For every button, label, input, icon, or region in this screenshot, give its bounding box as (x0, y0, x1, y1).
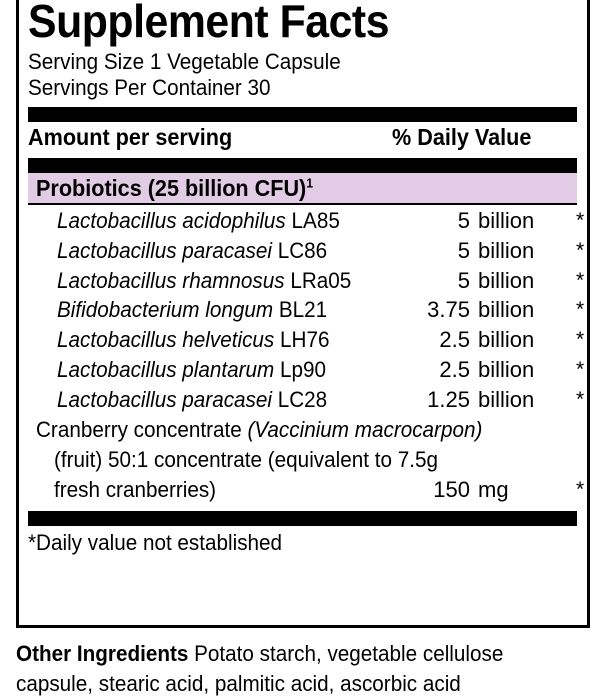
strain-code: BL21 (278, 297, 328, 323)
strain-species: Lactobacillus paracasei (57, 386, 272, 412)
supplement-facts-panel (16, 0, 590, 628)
table-row (28, 266, 585, 296)
table-row (28, 385, 585, 415)
strain-daily-value: * (576, 328, 585, 352)
strain-unit: billion (478, 208, 535, 233)
strain-species: Lactobacillus helveticus (57, 327, 275, 353)
strain-name (57, 295, 327, 325)
strain-rows (28, 206, 585, 415)
strain-amount: 5 (457, 208, 470, 233)
strain-unit: billion (478, 297, 535, 323)
strain-daily-value: * (576, 357, 585, 381)
strain-unit: billion (478, 267, 535, 293)
strain-unit: billion (478, 327, 535, 353)
cranberry-amount: 150 (433, 476, 470, 502)
cranberry-entry (28, 415, 585, 505)
probiotics-group-heading-text: Probiotics (25 billion CFU) (36, 175, 307, 201)
cranberry-unit: mg (478, 476, 509, 502)
strain-daily-value: * (576, 268, 585, 292)
strain-species: Lactobacillus acidophilus (57, 208, 286, 233)
strain-species: Lactobacillus plantarum (57, 356, 275, 382)
probiotics-group-heading (36, 173, 313, 203)
strain-amount: 1.25 (427, 386, 470, 412)
cranberry-line-2 (28, 445, 577, 475)
strain-name (57, 325, 329, 355)
table-row (28, 355, 585, 385)
strain-unit: billion (478, 237, 535, 263)
rule-below-column-headers (28, 158, 577, 173)
strain-unit: billion (478, 356, 535, 382)
strain-name (57, 355, 326, 385)
strain-amount: 3.75 (427, 297, 470, 323)
strain-amount: 2.5 (439, 327, 470, 353)
column-header-row (28, 122, 577, 153)
strain-name (57, 206, 340, 236)
other-ingredients-text: Potato starch, vegetable cellulose (188, 641, 504, 666)
strain-name (57, 385, 327, 415)
strain-name (57, 236, 327, 266)
cranberry-daily-value: * (576, 477, 585, 501)
serving-size-text: Serving Size 1 Vegetable Capsule (28, 49, 341, 74)
cranberry-detail-text-continued: fresh cranberries) (54, 476, 217, 502)
strain-species: Lactobacillus paracasei (57, 237, 272, 263)
cranberry-detail-text: (fruit) 50:1 concentrate (equivalent to 7.5g (54, 446, 438, 472)
strain-code: LC86 (277, 237, 328, 263)
strain-code: LRa05 (290, 267, 352, 293)
column-header-amount: Amount per serving (28, 124, 233, 150)
strain-code: LA85 (291, 208, 340, 233)
probiotics-footnote-marker: 1 (306, 175, 314, 191)
table-row (28, 295, 585, 325)
cranberry-name-text: Cranberry concentrate (36, 416, 248, 442)
table-row (28, 236, 585, 266)
strain-amount: 5 (457, 267, 470, 293)
rule-above-footnote (28, 511, 577, 526)
other-ingredients-section (16, 639, 602, 699)
cranberry-line-1 (28, 415, 577, 445)
other-ingredients-heading: Other Ingredients (16, 641, 189, 666)
rule-below-group-band (28, 203, 577, 205)
other-ingredients-line-1 (16, 639, 567, 669)
probiotics-group-band (28, 173, 577, 203)
page-title: Supplement Facts (28, 0, 390, 47)
table-row (28, 206, 585, 236)
servings-per-container-text: Servings Per Container 30 (28, 75, 271, 100)
cranberry-line-3 (28, 475, 585, 505)
strain-code: LC28 (277, 386, 328, 412)
table-row (28, 325, 585, 355)
strain-amount: 5 (457, 237, 470, 263)
strain-daily-value: * (576, 387, 585, 411)
daily-value-footnote: *Daily value not established (28, 529, 283, 555)
strain-code: LH76 (280, 327, 330, 353)
strain-species: Bifidobacterium longum (57, 297, 274, 323)
strain-daily-value: * (576, 209, 585, 232)
cranberry-name (36, 415, 482, 445)
panel-inner (19, 0, 587, 625)
strain-daily-value: * (576, 238, 585, 262)
strain-name (57, 266, 351, 296)
strain-daily-value: * (576, 298, 585, 322)
rule-above-column-headers (28, 107, 577, 122)
other-ingredients-line-2: capsule, stearic acid, palmitic acid, ascorbic acid (16, 671, 461, 696)
strain-unit: billion (478, 386, 535, 412)
column-header-daily-value: % Daily Value (392, 124, 532, 150)
strain-amount: 2.5 (439, 356, 470, 382)
strain-code: Lp90 (280, 356, 327, 382)
strain-species: Lactobacillus rhamnosus (57, 267, 285, 293)
cranberry-botanical-name: (Vaccinium macrocarpon) (247, 416, 483, 442)
